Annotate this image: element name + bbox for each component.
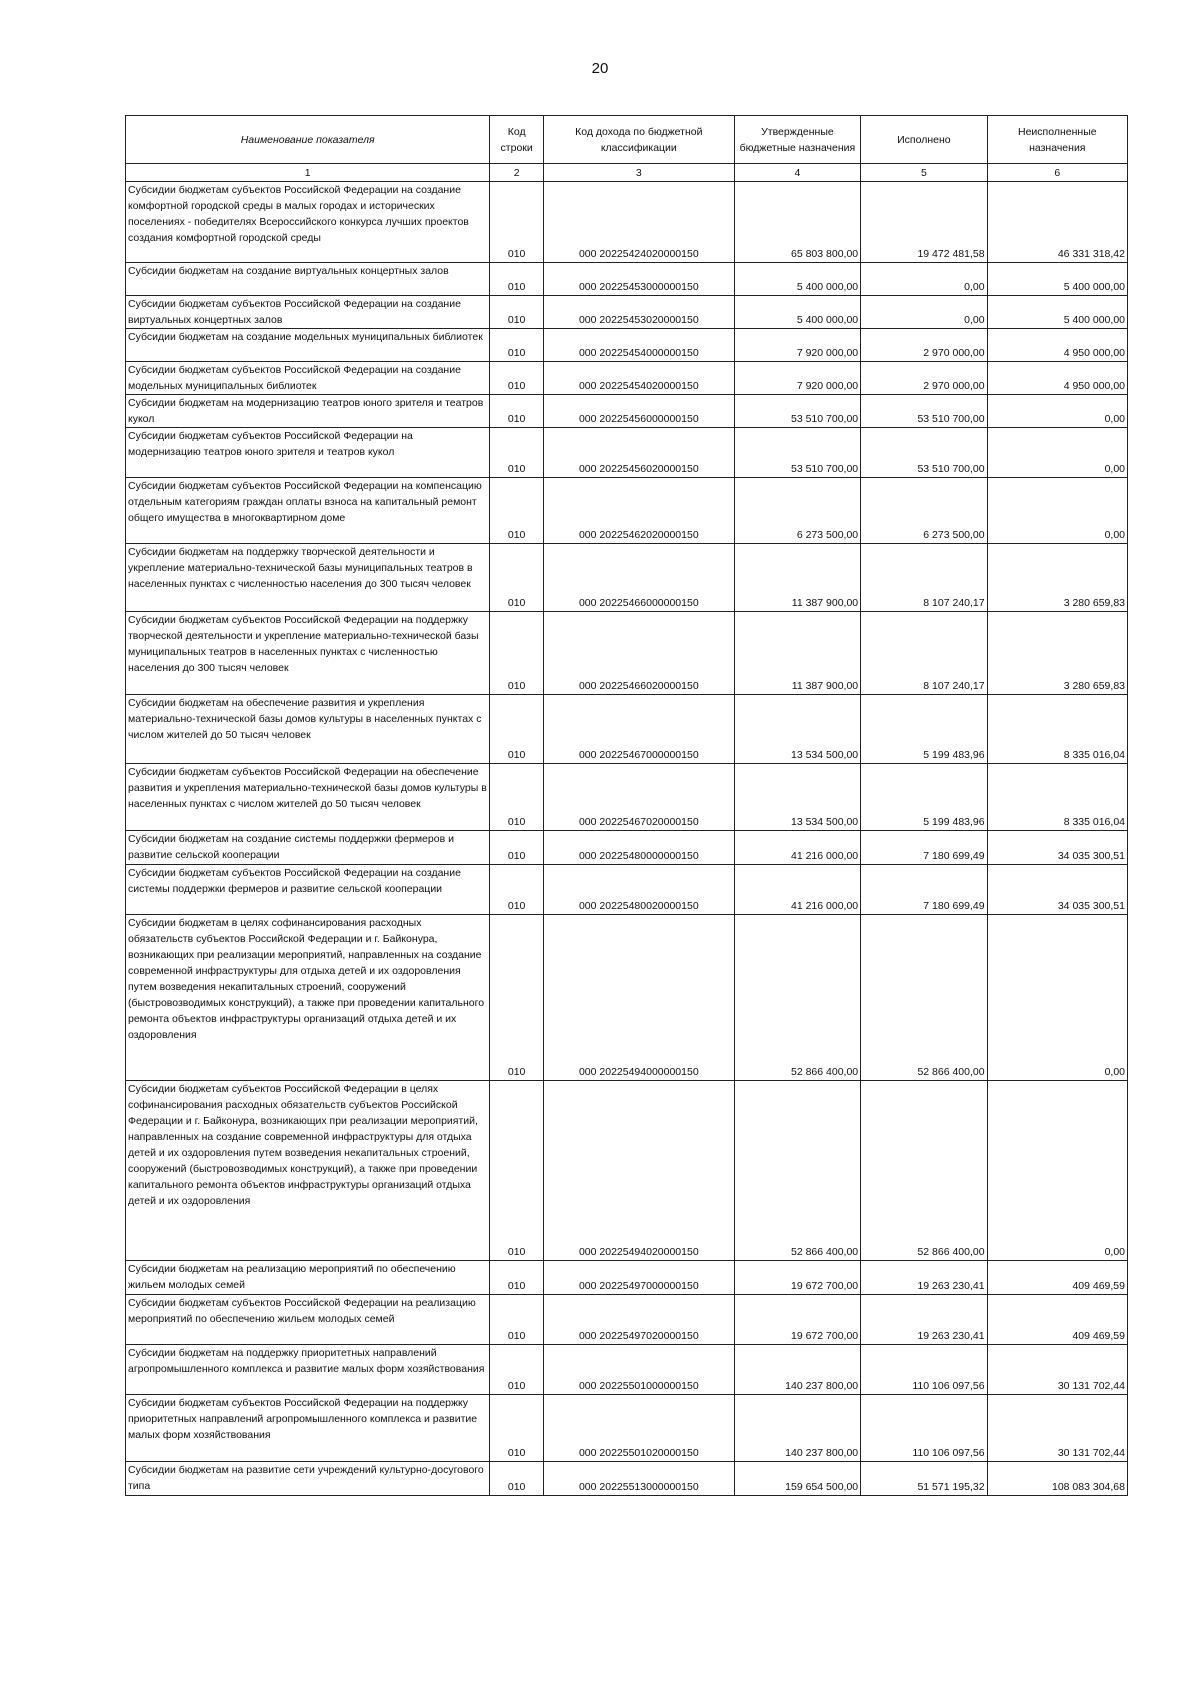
indicator-name: Субсидии бюджетам субъектов Российской Федерации на поддержку творческой деятельности и укрепление материально-технической базы муниципальных театров в населенных пунктах с численностью населения до 300 тысяч человек [126,612,490,695]
table-row [126,1261,1128,1295]
indicator-name: Субсидии бюджетам на создание системы поддержки фермеров и развитие сельской кооперации [126,831,490,865]
approved-amount: 7 920 000,00 [734,329,860,362]
table-row [126,263,1128,296]
table-row [126,296,1128,329]
executed-amount: 7 180 699,49 [861,831,987,865]
unexecuted-amount: 34 035 300,51 [987,865,1127,915]
income-code: 000 20225480020000150 [543,865,734,915]
table-row [126,831,1128,865]
unexecuted-amount: 3 280 659,83 [987,612,1127,695]
executed-amount: 7 180 699,49 [861,865,987,915]
row-code: 010 [490,182,544,263]
table-row [126,1395,1128,1462]
unexecuted-amount: 8 335 016,04 [987,764,1127,831]
indicator-name: Субсидии бюджетам на модернизацию театров юного зрителя и театров кукол [126,395,490,428]
table-row [126,1081,1128,1261]
unexecuted-amount: 46 331 318,42 [987,182,1127,263]
unexecuted-amount: 108 083 304,68 [987,1462,1127,1496]
column-number: 2 [490,164,544,182]
approved-amount: 5 400 000,00 [734,296,860,329]
row-code: 010 [490,478,544,544]
income-code: 000 20225480000000150 [543,831,734,865]
executed-amount: 19 472 481,58 [861,182,987,263]
approved-amount: 19 672 700,00 [734,1261,860,1295]
approved-amount: 52 866 400,00 [734,1081,860,1261]
executed-amount: 0,00 [861,296,987,329]
table-row [126,329,1128,362]
unexecuted-amount: 30 131 702,44 [987,1345,1127,1395]
header-name: Наименование показателя [126,116,490,164]
column-number: 6 [987,164,1127,182]
income-code: 000 20225467000000150 [543,695,734,764]
income-code: 000 20225501020000150 [543,1395,734,1462]
indicator-name: Субсидии бюджетам субъектов Российской Федерации на компенсацию отдельным категориям граждан оплаты взноса на капитальный ремонт общего имущества в многоквартирном доме [126,478,490,544]
budget-report-table [125,115,1128,1496]
approved-amount: 53 510 700,00 [734,428,860,478]
income-code: 000 20225494020000150 [543,1081,734,1261]
indicator-name: Субсидии бюджетам на поддержку приоритетных направлений агропромышленного комплекса и развитие малых форм хозяйствования [126,1345,490,1395]
executed-amount: 53 510 700,00 [861,428,987,478]
indicator-name: Субсидии бюджетам на реализацию мероприятий по обеспечению жильем молодых семей [126,1261,490,1295]
row-code: 010 [490,329,544,362]
income-code: 000 20225497000000150 [543,1261,734,1295]
indicator-name: Субсидии бюджетам субъектов Российской Федерации на поддержку приоритетных направлений агропромышленного комплекса и развитие малых форм хозяйствования [126,1395,490,1462]
row-code: 010 [490,1395,544,1462]
approved-amount: 52 866 400,00 [734,915,860,1081]
income-code: 000 20225462020000150 [543,478,734,544]
income-code: 000 20225454000000150 [543,329,734,362]
executed-amount: 2 970 000,00 [861,362,987,395]
table-row [126,362,1128,395]
income-code: 000 20225466000000150 [543,544,734,612]
row-code: 010 [490,1261,544,1295]
indicator-name: Субсидии бюджетам на поддержку творческой деятельности и укрепление материально-технической базы муниципальных театров в населенных пунктах с численностью населения до 300 тысяч человек [126,544,490,612]
header-row-code: Код строки [490,116,544,164]
executed-amount: 19 263 230,41 [861,1261,987,1295]
table-row [126,695,1128,764]
table-row [126,544,1128,612]
income-code: 000 20225513000000150 [543,1462,734,1496]
column-number: 1 [126,164,490,182]
indicator-name: Субсидии бюджетам субъектов Российской Федерации на реализацию мероприятий по обеспечению жильем молодых семей [126,1295,490,1345]
executed-amount: 110 106 097,56 [861,1395,987,1462]
unexecuted-amount: 5 400 000,00 [987,263,1127,296]
column-number: 3 [543,164,734,182]
unexecuted-amount: 5 400 000,00 [987,296,1127,329]
approved-amount: 53 510 700,00 [734,395,860,428]
row-code: 010 [490,296,544,329]
row-code: 010 [490,1295,544,1345]
approved-amount: 41 216 000,00 [734,865,860,915]
income-code: 000 20225453000000150 [543,263,734,296]
unexecuted-amount: 409 469,59 [987,1295,1127,1345]
row-code: 010 [490,915,544,1081]
indicator-name: Субсидии бюджетам субъектов Российской Федерации на создание модельных муниципальных библиотек [126,362,490,395]
row-code: 010 [490,695,544,764]
table-row [126,428,1128,478]
indicator-name: Субсидии бюджетам в целях софинансирования расходных обязательств субъектов Российской Федерации и г. Байконура, возникающих при реализации мероприятий, направленных на создание современной инфраструктуры для отдыха детей и их оздоровления путем возведения некапитальных строений, сооружений (быстровозводимых конструкций), а также при проведении капитального ремонта объектов инфраструктуры организаций отдыха детей и их оздоровления [126,915,490,1081]
approved-amount: 6 273 500,00 [734,478,860,544]
income-code: 000 20225424020000150 [543,182,734,263]
unexecuted-amount: 0,00 [987,915,1127,1081]
column-number: 4 [734,164,860,182]
row-code: 010 [490,1345,544,1395]
executed-amount: 52 866 400,00 [861,1081,987,1261]
income-code: 000 20225466020000150 [543,612,734,695]
unexecuted-amount: 0,00 [987,1081,1127,1261]
row-code: 010 [490,362,544,395]
header-income-code: Код дохода по бюджетной классификации [543,116,734,164]
executed-amount: 6 273 500,00 [861,478,987,544]
indicator-name: Субсидии бюджетам на обеспечение развития и укрепления материально-технической базы домов культуры в населенных пунктах с числом жителей до 50 тысяч человек [126,695,490,764]
approved-amount: 13 534 500,00 [734,695,860,764]
approved-amount: 41 216 000,00 [734,831,860,865]
row-code: 010 [490,1462,544,1496]
unexecuted-amount: 0,00 [987,478,1127,544]
executed-amount: 52 866 400,00 [861,915,987,1081]
executed-amount: 5 199 483,96 [861,695,987,764]
row-code: 010 [490,764,544,831]
income-code: 000 20225497020000150 [543,1295,734,1345]
approved-amount: 159 654 500,00 [734,1462,860,1496]
header-executed: Исполнено [861,116,987,164]
approved-amount: 11 387 900,00 [734,612,860,695]
approved-amount: 11 387 900,00 [734,544,860,612]
approved-amount: 140 237 800,00 [734,1345,860,1395]
income-code: 000 20225454020000150 [543,362,734,395]
row-code: 010 [490,395,544,428]
row-code: 010 [490,1081,544,1261]
table-row [126,612,1128,695]
income-code: 000 20225453020000150 [543,296,734,329]
table-row [126,865,1128,915]
approved-amount: 65 803 800,00 [734,182,860,263]
table-row [126,478,1128,544]
header-unexecuted: Неисполненные назначения [987,116,1127,164]
unexecuted-amount: 34 035 300,51 [987,831,1127,865]
unexecuted-amount: 4 950 000,00 [987,362,1127,395]
indicator-name: Субсидии бюджетам субъектов Российской Федерации на создание комфортной городской среды в малых городах и исторических поселениях - победителях Всероссийского конкурса лучших проектов создания комфортной городской среды [126,182,490,263]
unexecuted-amount: 4 950 000,00 [987,329,1127,362]
indicator-name: Субсидии бюджетам субъектов Российской Федерации в целях софинансирования расходных обязательств субъектов Российской Федерации и г. Байконура, возникающих при реализации мероприятий, направленных на создание современной инфраструктуры для отдыха детей и их оздоровления путем возведения некапитальных строений, сооружений (быстровозводимых конструкций), а также при проведении капитального ремонта объектов инфраструктуры организаций отдыха детей и их оздоровления [126,1081,490,1261]
row-code: 010 [490,263,544,296]
executed-amount: 0,00 [861,263,987,296]
approved-amount: 5 400 000,00 [734,263,860,296]
approved-amount: 13 534 500,00 [734,764,860,831]
income-code: 000 20225494000000150 [543,915,734,1081]
executed-amount: 110 106 097,56 [861,1345,987,1395]
column-numbers-row [126,164,1128,182]
executed-amount: 8 107 240,17 [861,544,987,612]
executed-amount: 51 571 195,32 [861,1462,987,1496]
unexecuted-amount: 3 280 659,83 [987,544,1127,612]
unexecuted-amount: 30 131 702,44 [987,1395,1127,1462]
row-code: 010 [490,865,544,915]
approved-amount: 140 237 800,00 [734,1395,860,1462]
executed-amount: 8 107 240,17 [861,612,987,695]
executed-amount: 5 199 483,96 [861,764,987,831]
approved-amount: 19 672 700,00 [734,1295,860,1345]
unexecuted-amount: 0,00 [987,395,1127,428]
indicator-name: Субсидии бюджетам субъектов Российской Федерации на создание системы поддержки фермеров и развитие сельской кооперации [126,865,490,915]
table-row [126,395,1128,428]
column-number: 5 [861,164,987,182]
indicator-name: Субсидии бюджетам субъектов Российской Федерации на создание виртуальных концертных залов [126,296,490,329]
row-code: 010 [490,831,544,865]
row-code: 010 [490,428,544,478]
unexecuted-amount: 0,00 [987,428,1127,478]
executed-amount: 53 510 700,00 [861,395,987,428]
income-code: 000 20225467020000150 [543,764,734,831]
table-row [126,764,1128,831]
approved-amount: 7 920 000,00 [734,362,860,395]
income-code: 000 20225456000000150 [543,395,734,428]
table-row [126,1295,1128,1345]
row-code: 010 [490,544,544,612]
table-row [126,1462,1128,1496]
indicator-name: Субсидии бюджетам субъектов Российской Федерации на обеспечение развития и укрепления материально-технической базы домов культуры в населенных пунктах с числом жителей до 50 тысяч человек [126,764,490,831]
unexecuted-amount: 409 469,59 [987,1261,1127,1295]
header-approved: Утвержденные бюджетные назначения [734,116,860,164]
unexecuted-amount: 8 335 016,04 [987,695,1127,764]
income-code: 000 20225501000000150 [543,1345,734,1395]
indicator-name: Субсидии бюджетам на создание модельных муниципальных библиотек [126,329,490,362]
table-row [126,915,1128,1081]
indicator-name: Субсидии бюджетам на развитие сети учреждений культурно-досугового типа [126,1462,490,1496]
executed-amount: 2 970 000,00 [861,329,987,362]
indicator-name: Субсидии бюджетам субъектов Российской Федерации на модернизацию театров юного зрителя и театров кукол [126,428,490,478]
row-code: 010 [490,612,544,695]
table-row [126,1345,1128,1395]
indicator-name: Субсидии бюджетам на создание виртуальных концертных залов [126,263,490,296]
executed-amount: 19 263 230,41 [861,1295,987,1345]
table-row [126,182,1128,263]
income-code: 000 20225456020000150 [543,428,734,478]
page-number: 20 [591,60,609,77]
